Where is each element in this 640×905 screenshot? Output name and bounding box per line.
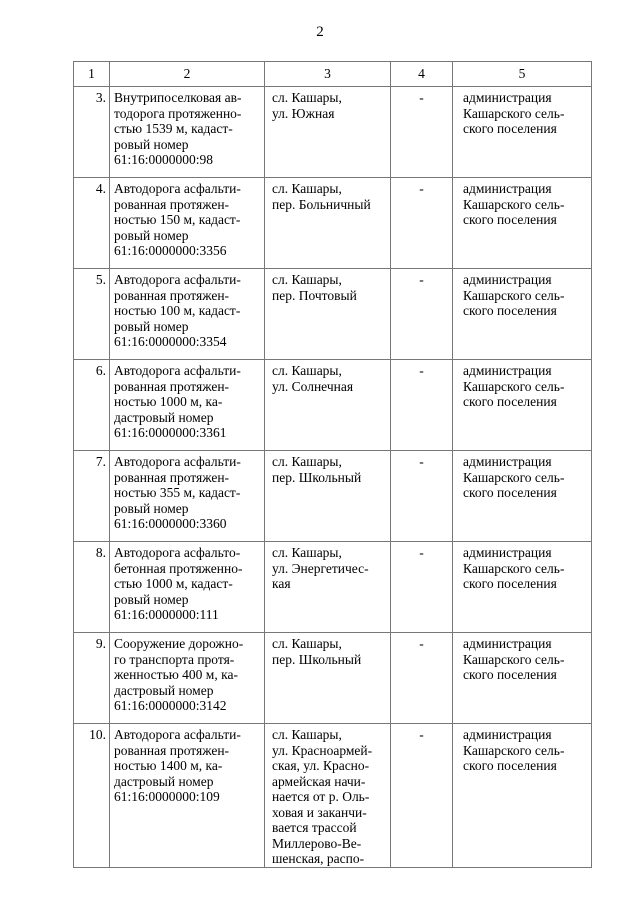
table-row bbox=[74, 633, 592, 724]
column-4-value: - bbox=[391, 178, 453, 269]
object-address bbox=[265, 360, 391, 451]
cell-line: ностью 1000 м, ка- bbox=[114, 394, 223, 409]
cell-line: пер. Школьный bbox=[272, 651, 362, 667]
cell-line: Кашарского сель- bbox=[463, 651, 565, 667]
cell-line: ского поселения bbox=[463, 212, 557, 227]
cell-line: ровый номер bbox=[114, 591, 189, 607]
row-number: 5. bbox=[74, 269, 110, 360]
cell-line: рованная протяжен- bbox=[114, 378, 230, 394]
cell-line: рованная протяжен- bbox=[114, 469, 230, 485]
row-number: 3. bbox=[74, 87, 110, 178]
column-4-value: - bbox=[391, 87, 453, 178]
cell-line: ул. Красноармей- bbox=[272, 742, 373, 758]
cell-line: пер. Школьный bbox=[272, 469, 362, 485]
cell-line: бетонная протяженно- bbox=[114, 560, 243, 576]
cell-line: 61:16:0000000:98 bbox=[114, 152, 214, 167]
cell-line: Миллерово-Ве- bbox=[272, 835, 362, 851]
column-4-value: - bbox=[391, 724, 453, 868]
cell-line: тодорога протяженно- bbox=[114, 105, 242, 121]
cell-line: 61:16:0000000:3142 bbox=[114, 698, 227, 713]
object-owner bbox=[453, 360, 592, 451]
cell-line: ского поселения bbox=[463, 121, 557, 136]
column-4-value: - bbox=[391, 269, 453, 360]
cell-line: сл. Кашары, bbox=[272, 636, 342, 651]
cell-line: Кашарского сель- bbox=[463, 287, 565, 303]
object-name bbox=[110, 633, 265, 724]
header-col-4: 4 bbox=[391, 62, 453, 87]
cell-line: ностью 100 м, кадаст- bbox=[114, 303, 241, 318]
cell-line: 61:16:0000000:3361 bbox=[114, 425, 227, 440]
cell-line: Кашарского сель- bbox=[463, 105, 565, 121]
cell-line: дастровый номер bbox=[114, 409, 214, 425]
table-row bbox=[74, 87, 592, 178]
cell-line: ровый номер bbox=[114, 136, 189, 152]
registry-table bbox=[73, 61, 592, 868]
object-owner bbox=[453, 724, 592, 868]
cell-line: ностью 355 м, кадаст- bbox=[114, 485, 241, 500]
cell-line: рованная протяжен- bbox=[114, 742, 230, 758]
cell-line: пер. Почтовый bbox=[272, 287, 357, 303]
cell-line: 61:16:0000000:3360 bbox=[114, 516, 227, 531]
cell-line: кая bbox=[272, 576, 291, 591]
cell-line: ровый номер bbox=[114, 227, 189, 243]
cell-line: администрация bbox=[463, 363, 552, 378]
cell-line: рованная протяжен- bbox=[114, 287, 230, 303]
header-col-2: 2 bbox=[110, 62, 265, 87]
cell-line: ровый номер bbox=[114, 318, 189, 334]
object-name bbox=[110, 269, 265, 360]
cell-line: сл. Кашары, bbox=[272, 272, 342, 287]
cell-line: Внутрипоселковая ав- bbox=[114, 90, 242, 105]
cell-line: ровый номер bbox=[114, 500, 189, 516]
object-owner bbox=[453, 269, 592, 360]
cell-line: администрация bbox=[463, 272, 552, 287]
object-name bbox=[110, 451, 265, 542]
row-number: 7. bbox=[74, 451, 110, 542]
cell-line: сл. Кашары, bbox=[272, 363, 342, 378]
object-name bbox=[110, 360, 265, 451]
column-4-value: - bbox=[391, 542, 453, 633]
cell-line: ского поселения bbox=[463, 576, 557, 591]
object-owner bbox=[453, 178, 592, 269]
header-col-5: 5 bbox=[453, 62, 592, 87]
cell-line: дастровый номер bbox=[114, 773, 214, 789]
cell-line: Автодорога асфальти- bbox=[114, 272, 241, 287]
object-address bbox=[265, 87, 391, 178]
object-owner bbox=[453, 542, 592, 633]
cell-line: сл. Кашары, bbox=[272, 545, 342, 560]
row-number: 10. bbox=[74, 724, 110, 868]
column-4-value: - bbox=[391, 633, 453, 724]
cell-line: ул. Солнечная bbox=[272, 378, 354, 394]
table-row bbox=[74, 269, 592, 360]
cell-line: Кашарского сель- bbox=[463, 560, 565, 576]
cell-line: администрация bbox=[463, 90, 552, 105]
object-owner bbox=[453, 633, 592, 724]
column-4-value: - bbox=[391, 451, 453, 542]
cell-line: 61:16:0000000:109 bbox=[114, 789, 220, 804]
cell-line: го транспорта протя- bbox=[114, 651, 235, 667]
cell-line: администрация bbox=[463, 181, 552, 196]
cell-line: дастровый номер bbox=[114, 682, 214, 698]
table-row bbox=[74, 360, 592, 451]
cell-line: ского поселения bbox=[463, 303, 557, 318]
row-number: 9. bbox=[74, 633, 110, 724]
object-name bbox=[110, 724, 265, 868]
cell-line: сл. Кашары, bbox=[272, 454, 342, 469]
cell-line: стью 1539 м, кадаст- bbox=[114, 121, 233, 136]
object-name bbox=[110, 87, 265, 178]
table-row bbox=[74, 451, 592, 542]
column-4-value: - bbox=[391, 360, 453, 451]
cell-line: ского поселения bbox=[463, 485, 557, 500]
object-address bbox=[265, 178, 391, 269]
cell-line: Кашарского сель- bbox=[463, 378, 565, 394]
cell-line: ностью 150 м, кадаст- bbox=[114, 212, 241, 227]
cell-line: 61:16:0000000:3356 bbox=[114, 243, 227, 258]
object-address bbox=[265, 451, 391, 542]
row-number: 8. bbox=[74, 542, 110, 633]
row-number: 6. bbox=[74, 360, 110, 451]
object-owner bbox=[453, 87, 592, 178]
cell-line: Автодорога асфальти- bbox=[114, 727, 241, 742]
cell-line: ского поселения bbox=[463, 758, 557, 773]
object-address bbox=[265, 633, 391, 724]
table-row bbox=[74, 542, 592, 633]
cell-line: вается трассой bbox=[272, 820, 357, 835]
cell-line: шенская, распо- bbox=[272, 851, 365, 866]
row-number: 4. bbox=[74, 178, 110, 269]
cell-line: пер. Больничный bbox=[272, 196, 371, 212]
cell-line: администрация bbox=[463, 454, 552, 469]
cell-line: сл. Кашары, bbox=[272, 727, 342, 742]
cell-line: ховая и заканчи- bbox=[272, 804, 367, 820]
cell-line: стью 1000 м, кадаст- bbox=[114, 576, 233, 591]
cell-line: Кашарского сель- bbox=[463, 196, 565, 212]
cell-line: сл. Кашары, bbox=[272, 90, 342, 105]
table-body bbox=[74, 87, 592, 868]
object-name bbox=[110, 542, 265, 633]
header-col-1: 1 bbox=[74, 62, 110, 87]
object-name bbox=[110, 178, 265, 269]
cell-line: Автодорога асфальти- bbox=[114, 181, 241, 196]
object-address bbox=[265, 542, 391, 633]
table-row bbox=[74, 178, 592, 269]
object-address bbox=[265, 269, 391, 360]
cell-line: ского поселения bbox=[463, 667, 557, 682]
cell-line: администрация bbox=[463, 545, 552, 560]
cell-line: нается от р. Оль- bbox=[272, 789, 370, 804]
cell-line: администрация bbox=[463, 727, 552, 742]
table-row bbox=[74, 724, 592, 868]
cell-line: сл. Кашары, bbox=[272, 181, 342, 196]
cell-line: Кашарского сель- bbox=[463, 469, 565, 485]
cell-line: 61:16:0000000:111 bbox=[114, 607, 219, 622]
cell-line: ская, ул. Красно- bbox=[272, 758, 370, 773]
cell-line: женностью 400 м, ка- bbox=[114, 667, 238, 682]
cell-line: Кашарского сель- bbox=[463, 742, 565, 758]
cell-line: Сооружение дорожно- bbox=[114, 636, 244, 651]
page-number: 2 bbox=[316, 24, 324, 40]
cell-line: ул. Энергетичес- bbox=[272, 560, 369, 576]
object-address bbox=[265, 724, 391, 868]
cell-line: Автодорога асфальти- bbox=[114, 363, 241, 378]
cell-line: ностью 1400 м, ка- bbox=[114, 758, 223, 773]
cell-line: 61:16:0000000:3354 bbox=[114, 334, 227, 349]
cell-line: Автодорога асфальти- bbox=[114, 454, 241, 469]
table-header bbox=[74, 62, 592, 87]
cell-line: армейская начи- bbox=[272, 773, 366, 789]
cell-line: ул. Южная bbox=[272, 105, 335, 121]
cell-line: рованная протяжен- bbox=[114, 196, 230, 212]
object-owner bbox=[453, 451, 592, 542]
header-col-3: 3 bbox=[265, 62, 391, 87]
cell-line: Автодорога асфальто- bbox=[114, 545, 241, 560]
cell-line: администрация bbox=[463, 636, 552, 651]
cell-line: ского поселения bbox=[463, 394, 557, 409]
